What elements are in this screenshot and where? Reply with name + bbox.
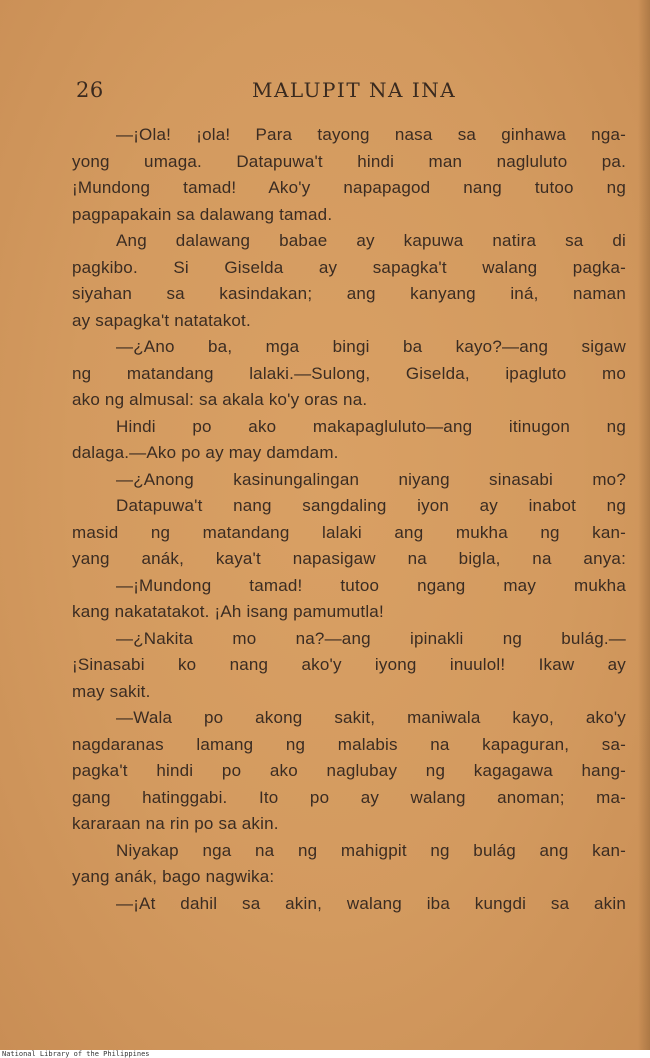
text-line: yang anák, kaya't napasigaw na bigla, na anya: xyxy=(72,549,626,568)
text-line: Datapuwa't nang sangdaling iyon ay inabot ng xyxy=(116,496,626,515)
page-number: 26 xyxy=(76,78,104,102)
text-line: ako ng almusal: sa akala ko'y oras na. xyxy=(72,390,368,409)
page-edge-shadow xyxy=(638,0,650,1050)
text-line: —Wala po akong sakit, maniwala kayo, ako'y xyxy=(116,708,626,727)
page-header xyxy=(72,78,628,108)
text-line: pagka't hindi po ako naglubay ng kagagawa hang- xyxy=(72,761,626,780)
text-line: Hindi po ako makapagluluto—ang itinugon ng xyxy=(116,416,626,436)
running-head: MALUPIT NA INA xyxy=(252,78,457,102)
body-text xyxy=(72,122,626,917)
text-line: kararaan na rin po sa akin. xyxy=(72,814,279,833)
text-line: Niyakap nga na ng mahigpit ng bulág ang kan- xyxy=(116,840,626,860)
text-line: pagpapakain sa dalawang tamad. xyxy=(72,204,333,224)
library-credit: National Library of the Philippines xyxy=(2,1050,150,1058)
text-line: —¿Anong kasinungalingan niyang sinasabi mo? xyxy=(116,469,626,489)
text-line: Ang dalawang babae ay kapuwa natira sa di xyxy=(116,231,626,250)
text-line: —¡Mundong tamad! tutoo ngang may mukha xyxy=(116,575,626,595)
text-line: nagdaranas lamang ng malabis na kapaguran, sa- xyxy=(72,734,626,754)
text-line: dalaga.—Ako po ay may damdam. xyxy=(72,443,339,462)
text-line: ¡Mundong tamad! Ako'y napapagod nang tutoo ng xyxy=(72,178,626,197)
text-line: pagkibo. Si Giselda ay sapagka't walang pagka- xyxy=(72,257,626,277)
text-line: ay sapagka't natatakot. xyxy=(72,310,251,330)
text-line: ng matandang lalaki.—Sulong, Giselda, ipagluto mo xyxy=(72,363,626,383)
text-line: masid ng matandang lalaki ang mukha ng kan- xyxy=(72,522,626,542)
text-line: —¡At dahil sa akin, walang iba kungdi sa akin xyxy=(116,893,626,913)
text-line: yang anák, bago nagwika: xyxy=(72,867,275,886)
text-line: may sakit. xyxy=(72,681,151,701)
text-line: siyahan sa kasindakan; ang kanyang iná, naman xyxy=(72,284,626,303)
text-line: gang hatinggabi. Ito po ay walang anoman; ma- xyxy=(72,787,626,807)
text-line: kang nakatatakot. ¡Ah isang pamumutla! xyxy=(72,602,384,621)
text-line: —¿Ano ba, mga bingi ba kayo?—ang sigaw xyxy=(116,337,626,356)
text-line: ¡Sinasabi ko nang ako'y iyong inuulol! Ikaw ay xyxy=(72,655,626,674)
text-line: —¡Ola! ¡ola! Para tayong nasa sa ginhawa nga- xyxy=(116,125,626,144)
text-line: yong umaga. Datapuwa't hindi man nagluluto pa. xyxy=(72,151,626,171)
text-line: —¿Nakita mo na?—ang ipinakli ng bulág.— xyxy=(116,628,626,648)
